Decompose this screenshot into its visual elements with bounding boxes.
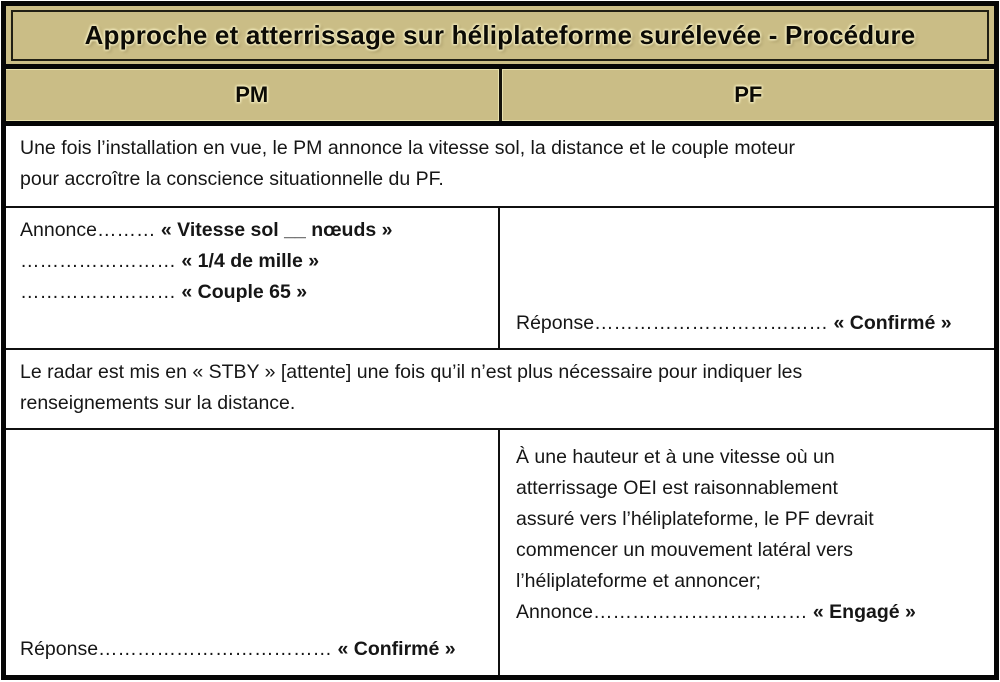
dotted-leader: Réponse………………………………: [516, 312, 834, 334]
pf-text-line1: À une hauteur et à une vitesse où un: [516, 446, 835, 468]
column-header-row: [6, 69, 994, 121]
pm-call-vitesse: [20, 215, 488, 246]
callout-quart-mille: « 1/4 de mille »: [181, 250, 320, 272]
callout-confirme: « Confirmé »: [337, 638, 456, 660]
row1-line2: pour accroître la conscience situationnelle du PF.: [20, 168, 444, 190]
pf-announce-engage: [516, 597, 984, 628]
row-radar-stby: [6, 350, 994, 428]
column-header-pf: PF: [734, 82, 763, 107]
row1-line1: Une fois l’installation en vue, le PM annonce la vitesse sol, la distance et le couple moteur: [20, 137, 796, 159]
cell-pf-response: [500, 208, 994, 348]
pf-text-line2: atterrissage OEI est raisonnablement: [516, 477, 838, 499]
pf-response-confirme: [516, 308, 984, 339]
dotted-leader: Annonce………: [20, 219, 161, 241]
callout-couple-65: « Couple 65 »: [181, 281, 308, 303]
procedure-table: [1, 1, 999, 680]
table-title-row: [11, 10, 989, 61]
pm-call-couple: [20, 277, 488, 308]
dotted-leader: ……………………: [20, 250, 182, 272]
row-installation-en-vue: [6, 126, 994, 206]
table-header-section: [6, 6, 994, 126]
dotted-leader: ……………………: [20, 281, 182, 303]
callout-confirme: « Confirmé »: [833, 312, 952, 334]
pm-call-mille: [20, 246, 488, 277]
pf-text-line5: l’héliplateforme et annoncer;: [516, 570, 761, 592]
pf-text-line3: assuré vers l’héliplateforme, le PF devrait: [516, 508, 874, 530]
table-body: [6, 126, 994, 675]
callout-engage: « Engagé »: [812, 601, 916, 623]
row-mouvement-lateral: [6, 430, 994, 675]
row3-line2: renseignements sur la distance.: [20, 392, 296, 414]
table-title: Approche et atterrissage sur héliplateforme surélevée - Procédure: [84, 20, 916, 50]
pf-text-line4: commencer un mouvement latéral vers: [516, 539, 854, 561]
row-annonces-vitesse: [6, 208, 994, 348]
column-header-pm: PM: [235, 82, 269, 107]
cell-pm-calls: [6, 208, 498, 348]
pm-response-confirme: [20, 634, 488, 665]
dotted-leader: Réponse………………………………: [20, 638, 338, 660]
cell-pf-procedure: [500, 430, 994, 675]
row3-line1: Le radar est mis en « STBY » [attente] une fois qu’il n’est plus nécessaire pour indiquer les: [20, 361, 803, 383]
cell-pm-response: [6, 430, 498, 675]
dotted-leader: Annonce……………………………: [516, 601, 813, 623]
callout-vitesse-sol: « Vitesse sol __ nœuds »: [160, 219, 393, 241]
